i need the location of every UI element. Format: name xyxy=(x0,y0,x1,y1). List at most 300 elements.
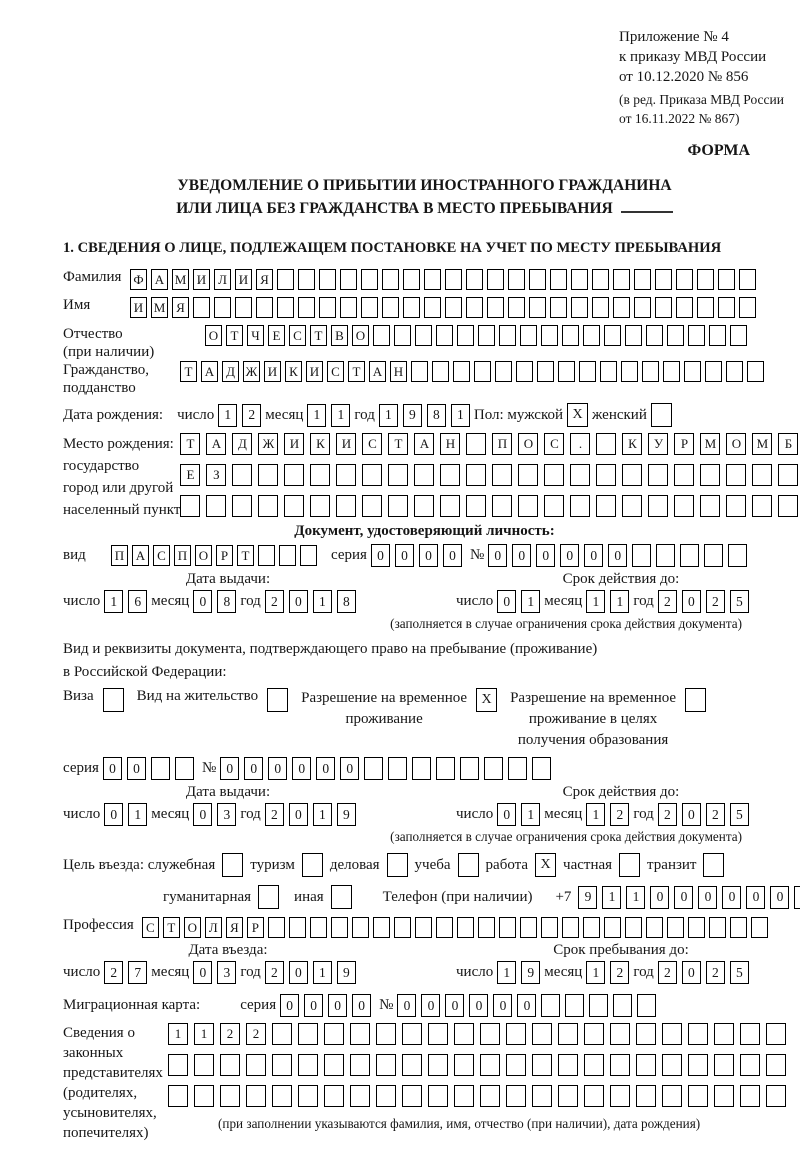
char-box xyxy=(747,361,764,382)
char-box xyxy=(214,297,231,318)
char-box xyxy=(415,917,432,938)
char-box: М xyxy=(151,297,168,318)
char-box: 0 xyxy=(682,590,701,613)
char-box xyxy=(508,269,525,290)
char-box xyxy=(103,688,124,712)
char-box: 9 xyxy=(403,404,422,427)
char-box: 2 xyxy=(265,590,284,613)
char-box xyxy=(350,1054,370,1076)
identity-valid-year-label: год xyxy=(633,593,654,610)
char-box xyxy=(688,917,705,938)
stay-until-day-label: число xyxy=(456,964,494,981)
char-box: 0 xyxy=(289,961,308,984)
char-box: 0 xyxy=(722,886,741,909)
stay-doc-series-row xyxy=(63,757,786,780)
identity-issue-month-label: месяц xyxy=(151,593,190,610)
char-box: 2 xyxy=(246,1023,266,1045)
char-box: 0 xyxy=(674,886,693,909)
char-box xyxy=(676,269,693,290)
visa-label: Виза xyxy=(63,688,94,705)
char-box xyxy=(705,361,722,382)
char-box xyxy=(454,1054,474,1076)
char-box xyxy=(558,1085,578,1107)
char-box: И xyxy=(235,269,252,290)
migration-card-number-label: № xyxy=(379,997,394,1014)
char-box: 2 xyxy=(265,803,284,826)
char-box: 1 xyxy=(313,803,332,826)
char-box xyxy=(284,464,304,486)
entry-year-label: год xyxy=(240,964,261,981)
residence-permit-checkbox xyxy=(267,688,288,712)
representatives-label-line-4: (родителях, xyxy=(63,1085,138,1102)
identity-doc-number-cells xyxy=(488,544,747,567)
revision-block xyxy=(619,91,786,127)
char-box: М xyxy=(752,433,772,455)
appendix-line-3: от 10.12.2020 № 856 xyxy=(619,68,749,85)
char-box xyxy=(440,495,460,517)
char-box: М xyxy=(700,433,720,455)
char-box xyxy=(340,297,357,318)
char-box xyxy=(778,495,798,517)
identity-issue-month-cells xyxy=(193,590,236,613)
char-box xyxy=(394,917,411,938)
char-box xyxy=(331,917,348,938)
char-box: А xyxy=(206,433,226,455)
char-box: Я xyxy=(226,917,243,938)
char-box xyxy=(648,495,668,517)
char-box xyxy=(625,917,642,938)
char-box: Д xyxy=(232,433,252,455)
purpose-tourism-checkbox xyxy=(302,853,323,877)
identity-validity-note: (заполняется в случае ограничения срока действия документа) xyxy=(390,616,742,632)
char-box: 0 xyxy=(193,961,212,984)
char-box: О xyxy=(205,325,222,346)
char-box: 0 xyxy=(445,994,464,1017)
char-box: 0 xyxy=(304,994,323,1017)
char-box: 0 xyxy=(193,590,212,613)
char-box: И xyxy=(130,297,147,318)
char-box xyxy=(571,269,588,290)
identity-valid-day-cells xyxy=(497,590,540,613)
char-box xyxy=(537,361,554,382)
char-box: А xyxy=(151,269,168,290)
char-box xyxy=(613,297,630,318)
char-box xyxy=(613,269,630,290)
given-name-cells xyxy=(130,297,756,318)
entry-date-group xyxy=(63,961,456,984)
visa-checkbox xyxy=(103,688,124,712)
char-box: Ч xyxy=(247,325,264,346)
representatives-label-line-1: Сведения о xyxy=(63,1025,135,1042)
stay-until-title: Срок пребывания до: xyxy=(553,942,689,959)
char-box: 0 xyxy=(397,994,416,1017)
char-box xyxy=(766,1023,786,1045)
migration-card-series-cells xyxy=(280,994,371,1017)
stay-validity-note: (заполняется в случае ограничения срока действия документа) xyxy=(390,829,742,845)
char-box: 0 xyxy=(289,803,308,826)
char-box xyxy=(466,297,483,318)
char-box: К xyxy=(285,361,302,382)
char-box: А xyxy=(414,433,434,455)
char-box xyxy=(220,1054,240,1076)
char-box xyxy=(532,1023,552,1045)
char-box xyxy=(300,545,317,566)
char-box xyxy=(604,325,621,346)
char-box: 0 xyxy=(289,590,308,613)
char-box xyxy=(194,1054,214,1076)
char-box xyxy=(506,1085,526,1107)
char-box xyxy=(592,297,609,318)
purpose-label: Цель въезда: служебная xyxy=(63,856,216,873)
profession-row xyxy=(63,917,786,938)
char-box xyxy=(520,325,537,346)
sex-female-checkbox xyxy=(651,403,672,427)
purpose-study-label: учеба xyxy=(414,856,451,873)
patronymic-label-line-2: (при наличии) xyxy=(63,344,155,361)
identity-valid-day-label: число xyxy=(456,593,494,610)
char-box xyxy=(453,361,470,382)
char-box: 0 xyxy=(650,886,669,909)
char-box: 0 xyxy=(443,544,462,567)
char-box xyxy=(583,917,600,938)
stay-doc-dates xyxy=(63,784,786,826)
stay-doc-heading-line-1: Вид и реквизиты документа, подтверждающего право на пребывание (проживание) xyxy=(63,641,598,658)
patronymic-cells xyxy=(205,325,747,346)
form-title-line-2-text: ИЛИ ЛИЦА БЕЗ ГРАЖДАНСТВА В МЕСТО ПРЕБЫВАНИЯ xyxy=(176,200,613,218)
stay-until-year-cells xyxy=(658,961,749,984)
char-box xyxy=(454,1085,474,1107)
char-box xyxy=(752,495,772,517)
representatives-block xyxy=(63,1023,786,1143)
sex-male-checkbox xyxy=(567,403,588,427)
stay-issue-year-label: год xyxy=(240,806,261,823)
stay-until-day-cells xyxy=(497,961,540,984)
char-box: О xyxy=(726,433,746,455)
char-box xyxy=(310,464,330,486)
form-title xyxy=(63,174,786,221)
char-box: П xyxy=(111,545,128,566)
stay-doc-number-label: № xyxy=(201,760,217,777)
char-box: И xyxy=(264,361,281,382)
char-box: 0 xyxy=(536,544,555,567)
stay-until-month-cells xyxy=(586,961,629,984)
char-box xyxy=(730,917,747,938)
stay-issue-day-label: число xyxy=(63,806,101,823)
citizenship-label-line-1: Гражданство, xyxy=(63,362,150,379)
char-box: 5 xyxy=(730,803,749,826)
char-box xyxy=(674,495,694,517)
identity-doc-type-label: вид xyxy=(63,547,86,564)
char-box xyxy=(445,269,462,290)
stay-valid-month-cells xyxy=(586,803,629,826)
patronymic-label xyxy=(63,325,205,361)
char-box xyxy=(268,917,285,938)
char-box xyxy=(592,269,609,290)
char-box: 0 xyxy=(292,757,311,780)
char-box xyxy=(685,688,706,712)
citizenship-label xyxy=(63,361,180,397)
char-box: 0 xyxy=(395,544,414,567)
char-box: 2 xyxy=(658,590,677,613)
char-box xyxy=(258,885,279,909)
char-box: 3 xyxy=(217,803,236,826)
profession-cells xyxy=(142,917,768,938)
char-box: А xyxy=(201,361,218,382)
char-box: О xyxy=(195,545,212,566)
char-box xyxy=(246,1054,266,1076)
char-box xyxy=(634,269,651,290)
stay-until-month-label: месяц xyxy=(544,964,583,981)
purpose-other-checkbox xyxy=(331,885,352,909)
char-box xyxy=(532,1085,552,1107)
purpose-work-checkbox xyxy=(535,853,556,877)
purpose-business-label: деловая xyxy=(329,856,380,873)
char-box: 7 xyxy=(128,961,147,984)
char-box xyxy=(460,757,479,780)
char-box xyxy=(362,495,382,517)
char-box xyxy=(558,1054,578,1076)
char-box xyxy=(688,1023,708,1045)
identity-doc-type-cells xyxy=(111,545,317,566)
char-box: У xyxy=(648,433,668,455)
char-box xyxy=(600,361,617,382)
char-box: . xyxy=(570,433,590,455)
char-box: Т xyxy=(180,361,197,382)
char-box: 2 xyxy=(242,404,261,427)
char-box xyxy=(663,361,680,382)
char-box xyxy=(402,1054,422,1076)
char-box xyxy=(558,361,575,382)
char-box xyxy=(168,1054,188,1076)
identity-valid-month-label: месяц xyxy=(544,593,583,610)
char-box: Ж xyxy=(258,433,278,455)
char-box: Л xyxy=(214,269,231,290)
char-box: Т xyxy=(226,325,243,346)
section1-heading: 1. СВЕДЕНИЯ О ЛИЦЕ, ПОДЛЕЖАЩЕМ ПОСТАНОВКЕ НА УЧЕТ ПО МЕСТУ ПРЕБЫВАНИЯ xyxy=(63,240,722,257)
edu-residence-checkbox xyxy=(685,688,706,712)
char-box xyxy=(636,1054,656,1076)
char-box xyxy=(680,544,699,567)
char-box xyxy=(454,1023,474,1045)
char-box xyxy=(466,464,486,486)
identity-issue-col xyxy=(63,571,456,613)
purpose-private-checkbox xyxy=(619,853,640,877)
representatives-row-3 xyxy=(168,1085,786,1107)
revision-line-2: от 16.11.2022 № 867) xyxy=(619,110,740,126)
char-box xyxy=(508,297,525,318)
char-box xyxy=(621,361,638,382)
char-box xyxy=(298,1023,318,1045)
char-box: 2 xyxy=(706,590,725,613)
char-box: 1 xyxy=(194,1023,214,1045)
char-box: 0 xyxy=(103,757,122,780)
birth-month-label: месяц xyxy=(265,406,304,423)
char-box xyxy=(541,994,560,1017)
char-box xyxy=(604,917,621,938)
char-box xyxy=(484,757,503,780)
char-box xyxy=(457,325,474,346)
char-box xyxy=(648,464,668,486)
char-box xyxy=(740,1023,760,1045)
profession-label: Профессия xyxy=(63,917,134,934)
char-box: 1 xyxy=(586,803,605,826)
char-box xyxy=(272,1054,292,1076)
char-box: 0 xyxy=(560,544,579,567)
char-box: 0 xyxy=(340,757,359,780)
char-box xyxy=(258,495,278,517)
char-box xyxy=(704,544,723,567)
char-box xyxy=(636,1023,656,1045)
birth-year-cells xyxy=(379,404,470,427)
char-box xyxy=(436,917,453,938)
char-box xyxy=(403,269,420,290)
char-box: 1 xyxy=(451,404,470,427)
given-name-row xyxy=(63,297,786,318)
char-box: 0 xyxy=(220,757,239,780)
representatives-label-line-2: законных xyxy=(63,1045,124,1062)
char-box: О xyxy=(518,433,538,455)
char-box xyxy=(394,325,411,346)
entry-month-label: месяц xyxy=(151,964,190,981)
appendix-block xyxy=(619,28,786,128)
birth-place-label-line-3: город или другой xyxy=(63,480,174,497)
birth-place-row-1 xyxy=(180,433,798,455)
char-box xyxy=(319,269,336,290)
char-box xyxy=(655,269,672,290)
char-box: П xyxy=(492,433,512,455)
char-box xyxy=(506,1023,526,1045)
char-box xyxy=(565,994,584,1017)
stay-valid-month-label: месяц xyxy=(544,806,583,823)
stay-issue-month-label: месяц xyxy=(151,806,190,823)
char-box: 1 xyxy=(610,590,629,613)
char-box: 2 xyxy=(104,961,123,984)
char-box xyxy=(457,917,474,938)
birth-day-label: число xyxy=(177,406,215,423)
residence-permit-label: Вид на жительство xyxy=(136,688,259,705)
char-box xyxy=(289,917,306,938)
representatives-labels xyxy=(63,1023,168,1143)
birth-place-label-line-1: Место рождения: xyxy=(63,436,174,453)
char-box xyxy=(655,297,672,318)
surname-row xyxy=(63,269,786,290)
char-box xyxy=(714,1054,734,1076)
char-box: 0 xyxy=(268,757,287,780)
char-box xyxy=(610,1085,630,1107)
char-box xyxy=(480,1085,500,1107)
char-box xyxy=(570,464,590,486)
char-box xyxy=(726,361,743,382)
char-box xyxy=(350,1023,370,1045)
char-box xyxy=(656,544,675,567)
char-box xyxy=(480,1023,500,1045)
char-box xyxy=(718,269,735,290)
char-box xyxy=(730,325,747,346)
char-box: Т xyxy=(237,545,254,566)
char-box: 2 xyxy=(658,961,677,984)
citizenship-cells xyxy=(180,361,764,382)
char-box: 1 xyxy=(218,404,237,427)
char-box: А xyxy=(132,545,149,566)
char-box xyxy=(752,464,772,486)
char-box: 0 xyxy=(244,757,263,780)
char-box xyxy=(324,1085,344,1107)
char-box xyxy=(610,1023,630,1045)
char-box xyxy=(175,757,194,780)
form-title-line-2 xyxy=(63,197,786,220)
appendix-line-2: к приказу МВД России xyxy=(619,48,767,65)
stay-doc-series-label: серия xyxy=(63,760,99,777)
char-box xyxy=(596,464,616,486)
char-box: 1 xyxy=(521,803,540,826)
char-box xyxy=(324,1023,344,1045)
char-box: 1 xyxy=(521,590,540,613)
migration-card-row xyxy=(63,994,786,1017)
char-box xyxy=(436,325,453,346)
char-box xyxy=(445,297,462,318)
char-box: И xyxy=(284,433,304,455)
char-box xyxy=(373,917,390,938)
stay-valid-group xyxy=(456,803,786,826)
identity-valid-group xyxy=(456,590,786,613)
purpose-study-checkbox xyxy=(458,853,479,877)
edu-residence-label-line-2: проживание в целях xyxy=(528,711,658,728)
citizenship-label-line-2: подданство xyxy=(63,380,136,397)
char-box: 8 xyxy=(427,404,446,427)
char-box: Т xyxy=(388,433,408,455)
char-box xyxy=(298,297,315,318)
char-box: 1 xyxy=(128,803,147,826)
char-box xyxy=(646,917,663,938)
char-box xyxy=(589,994,608,1017)
char-box xyxy=(436,757,455,780)
identity-doc-series-label: серия xyxy=(331,547,367,564)
stay-issue-title: Дата выдачи: xyxy=(185,784,271,801)
char-box xyxy=(584,1023,604,1045)
birth-place-row-3 xyxy=(180,495,798,517)
char-box xyxy=(541,917,558,938)
char-box: С xyxy=(153,545,170,566)
char-box xyxy=(258,545,275,566)
stay-doc-series-cells xyxy=(103,757,194,780)
char-box: 0 xyxy=(104,803,123,826)
char-box xyxy=(651,403,672,427)
stay-valid-year-cells xyxy=(658,803,749,826)
stay-issue-col xyxy=(63,784,456,826)
form-marker: ФОРМА xyxy=(687,141,750,159)
char-box xyxy=(414,464,434,486)
char-box: 0 xyxy=(682,961,701,984)
char-box xyxy=(516,361,533,382)
char-box xyxy=(508,757,527,780)
char-box xyxy=(458,853,479,877)
char-box: 3 xyxy=(217,961,236,984)
char-box xyxy=(194,1085,214,1107)
char-box xyxy=(728,544,747,567)
purpose-tourism-label: туризм xyxy=(250,856,295,873)
char-box xyxy=(562,917,579,938)
char-box xyxy=(331,885,352,909)
birth-place-label-line-2: государство xyxy=(63,458,140,475)
char-box xyxy=(637,994,656,1017)
char-box xyxy=(529,269,546,290)
char-box xyxy=(499,325,516,346)
char-box xyxy=(402,1085,422,1107)
char-box xyxy=(579,361,596,382)
stay-issue-group xyxy=(63,803,456,826)
char-box xyxy=(235,297,252,318)
temp-residence-option xyxy=(301,688,497,730)
